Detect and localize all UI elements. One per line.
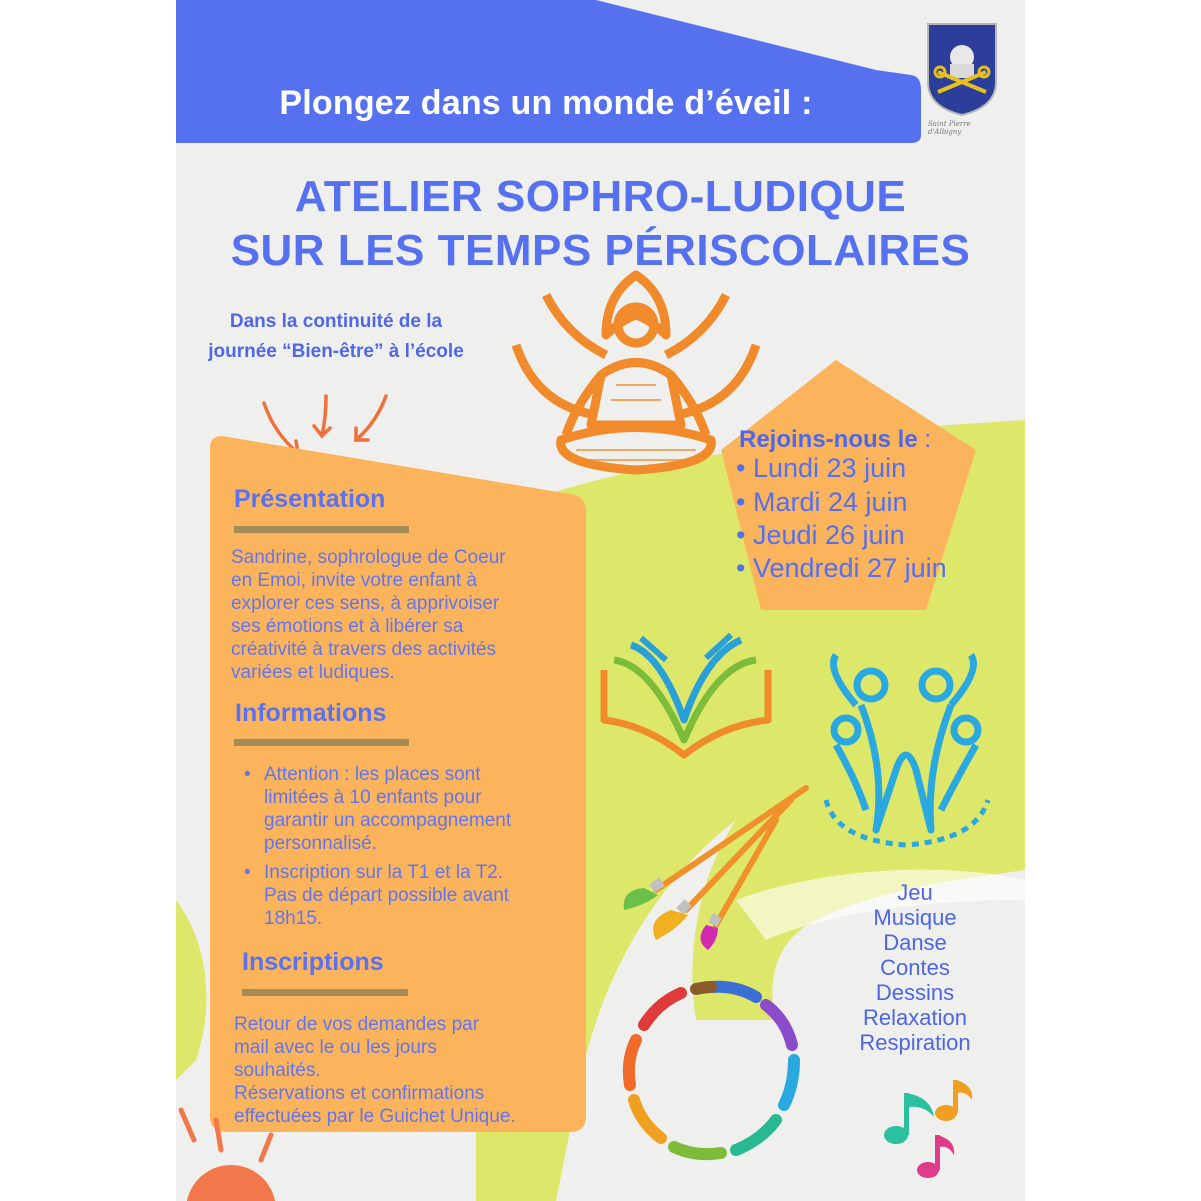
informations-line: Pas de départ possible avant: [264, 885, 510, 906]
banner-shape: [176, 0, 1025, 150]
informations-line: 18h15.: [264, 908, 323, 929]
activity-item: Jeu: [897, 880, 933, 905]
informations-rule: [234, 739, 409, 746]
informations-line: Attention : les places sont: [264, 764, 481, 785]
activity-item: Danse: [883, 930, 947, 955]
inscriptions-line: mail avec le ou les jours: [234, 1037, 437, 1058]
inscriptions-heading: Inscriptions: [242, 948, 384, 976]
presentation-line: explorer ces sens, à apprivoiser: [231, 593, 500, 614]
presentation-rule: [234, 526, 409, 533]
activity-item: Musique: [873, 905, 957, 930]
subtitle-line-2: journée “Bien-être” à l’école: [208, 341, 464, 362]
poster: [176, 0, 1025, 1201]
activity-item: Respiration: [859, 1030, 971, 1055]
presentation-line: variées et ludiques.: [231, 662, 395, 683]
sun-decoration: [176, 1100, 296, 1201]
date-label-2: Mardi 24 juin: [752, 487, 908, 517]
informations-heading: Informations: [235, 699, 387, 727]
informations-line: garantir un accompagnement: [264, 810, 512, 831]
title-line-2: SUR LES TEMPS PÉRISCOLAIRES: [230, 226, 971, 275]
presentation-text: [231, 546, 506, 684]
informations-line: Inscription sur la T1 et la T2.: [264, 862, 504, 883]
hands-circle-icon: [616, 975, 806, 1165]
dates-heading-text: Rejoins-nous le: [739, 426, 918, 453]
date-label-4: Vendredi 27 juin: [752, 553, 947, 583]
crest-shield-icon: [926, 22, 998, 117]
banner-text: Plongez dans un monde d’éveil :: [279, 84, 813, 122]
inscriptions-line: souhaités.: [234, 1060, 321, 1081]
dancing-kids-icon: [816, 650, 996, 850]
open-book-icon: [596, 630, 776, 760]
subtitle: [186, 307, 486, 367]
music-notes-icon: [876, 1075, 986, 1185]
date-item-1: • Lundi 23 juin: [736, 453, 907, 483]
informations-bullet-1-text: [264, 763, 511, 855]
subtitle-line-1: Dans la continuité de la: [229, 311, 443, 332]
informations-bullet-2: •: [244, 862, 251, 883]
informations-bullet-2-text: [264, 861, 509, 930]
informations-line: limitées à 10 enfants pour: [264, 787, 482, 808]
inscriptions-line: effectuées par le Guichet Unique.: [234, 1106, 516, 1127]
presentation-line: Sandrine, sophrologue de Coeur: [231, 547, 506, 568]
title-line-1: ATELIER SOPHRO-LUDIQUE: [294, 172, 907, 221]
date-item-3: • Jeudi 26 juin: [736, 520, 905, 550]
inscriptions-line: Réservations et confirmations: [234, 1083, 485, 1104]
activity-item: Relaxation: [863, 1005, 967, 1030]
date-label-3: Jeudi 26 juin: [752, 520, 905, 550]
dates-heading: [739, 426, 931, 454]
activity-item: Contes: [880, 955, 950, 980]
activity-item: Dessins: [875, 980, 955, 1005]
date-label-1: Lundi 23 juin: [752, 453, 907, 483]
inscriptions-rule: [242, 989, 408, 996]
dates-heading-colon: :: [917, 426, 932, 453]
crest-caption: Saint Pierre d'Albigny: [928, 120, 971, 136]
presentation-line: créativité à travers des activités: [231, 639, 497, 660]
date-item-2: • Mardi 24 juin: [736, 487, 908, 517]
crest: [926, 22, 1001, 136]
date-item-4: • Vendredi 27 juin: [736, 553, 947, 583]
presentation-line: ses émotions et à libérer sa: [231, 616, 464, 637]
presentation-heading: Présentation: [234, 485, 386, 513]
informations-bullet-1: •: [244, 764, 251, 785]
paintbrushes-icon: [616, 780, 816, 950]
inscriptions-line: Retour de vos demandes par: [234, 1014, 480, 1035]
presentation-line: en Emoi, invite votre enfant à: [231, 570, 478, 591]
informations-line: personnalisé.: [264, 833, 378, 854]
